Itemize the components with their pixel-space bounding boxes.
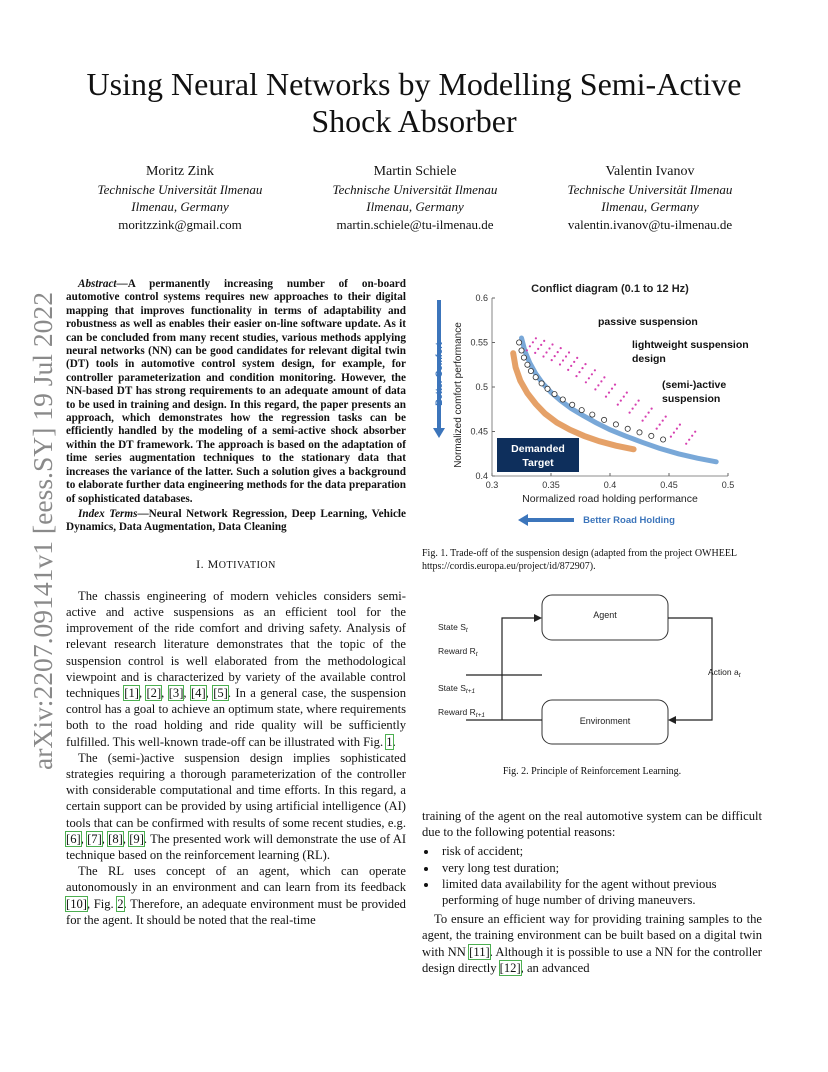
paragraph-3 [66, 863, 406, 928]
series-passive-point [570, 365, 572, 367]
annotation-target: Target [522, 457, 554, 469]
citation-link[interactable]: [8] [108, 831, 123, 846]
series-passive-point [605, 396, 607, 398]
reward-t-label: Reward $R_t$ [438, 646, 478, 658]
chart-title: Conflict diagram (0.1 to 12 Hz) [531, 283, 689, 295]
series-passive-point [542, 355, 544, 357]
series-passive-point [676, 428, 678, 430]
author-name: Moritz Zink [145, 164, 215, 179]
better-comfort-arrowhead [433, 428, 445, 438]
right-para2-mid: . Although it is possible to use a NN for the controller design directly [422, 944, 762, 975]
series-passive-point [551, 359, 553, 361]
series-passive-point [685, 443, 687, 445]
series-passive-point [691, 435, 693, 437]
series-passive-point [559, 363, 561, 365]
citation-link[interactable]: [7] [87, 831, 102, 846]
author-location: Ilmenau, Germany [601, 199, 699, 214]
y-tick-label: 0.6 [475, 293, 488, 303]
series-passive-point [565, 355, 567, 357]
reward-t1-label: Reward $R_{t+1}$ [438, 707, 486, 719]
series-passive-point [694, 431, 696, 433]
series-circle-point [539, 381, 544, 386]
arxiv-stamp-text: arXiv:2207.09141v1 [eess.SY] 19 Jul 2022 [28, 302, 58, 770]
title-line-1: Using Neural Networks by Modelling Semi-Active [86, 66, 742, 102]
series-passive-point [648, 412, 650, 414]
action-arrowhead [668, 716, 676, 724]
better-road-arrowhead [518, 514, 528, 526]
series-circle-point [552, 392, 557, 397]
series-passive-point [548, 347, 550, 349]
para1-text: The chassis engineering of modern vehicles considers semi-active and active suspensions as an efficient tool for the improvement of the ride comfort and driving safety. Analysis of relevant research literature demonstrates that the topic of the suspension control is well elaborated from the methodological viewpoint and is characterized by variety of the available control techniques [66, 588, 406, 700]
x-axis-label: Normalized road holding performance [522, 493, 698, 505]
citation-link[interactable]: [5] [213, 685, 228, 700]
series-passive-point [554, 355, 556, 357]
series-circle-point [525, 362, 530, 367]
author-email[interactable]: moritzzink@gmail.com [118, 216, 242, 232]
series-circle-point [519, 348, 524, 353]
series-passive-point [670, 436, 672, 438]
better-comfort-label: Better Comfort [434, 342, 444, 406]
series-passive-point [588, 377, 590, 379]
series-passive-point [576, 357, 578, 359]
author-affiliation: Technische Universität Ilmenau [332, 181, 498, 197]
title-line-2: Shock Absorber [311, 103, 517, 139]
series-passive-point [642, 420, 644, 422]
y-tick-label: 0.45 [470, 426, 488, 437]
section-number: I. [196, 556, 205, 571]
citation-link[interactable]: [10] [66, 896, 87, 911]
author-email[interactable]: martin.schiele@tu-ilmenau.de [336, 216, 494, 232]
series-passive-point [584, 363, 586, 365]
figure-ref-link[interactable]: 2 [117, 896, 124, 911]
series-passive-point [578, 371, 580, 373]
series-passive-point [562, 359, 564, 361]
x-tick-label: 0.3 [485, 480, 499, 490]
annotation-demanded: Demanded [511, 443, 565, 455]
series-passive-point [635, 404, 637, 406]
action-line [668, 618, 712, 720]
index-terms [66, 508, 406, 535]
author-block [70, 163, 760, 233]
author-1 [70, 163, 290, 233]
para1-text-end: . In a general case, the suspension control has a goal to achieve an optimum state, where requirements both to the road holding and ride quality will be sufficiently fulfilled. This well-known trade-off can be illustrated with Fig. [66, 685, 407, 749]
right-body-text [422, 808, 762, 976]
citation-link[interactable]: [12] [499, 960, 521, 975]
annotation-design: design [632, 353, 666, 365]
list-item: • limited data availability for the agent without previous performing of huge number of driving maneuvers. [438, 876, 762, 908]
series-passive-point [591, 373, 593, 375]
series-circle-point [521, 355, 526, 360]
agent-label: Agent [593, 610, 617, 620]
section-heading [66, 557, 406, 572]
series-passive-point [600, 380, 602, 382]
section-title-rest: OTIVATION [218, 559, 276, 571]
series-passive-point [534, 352, 536, 354]
series-passive-point [656, 428, 658, 430]
state-t-label: State $S_t$ [438, 622, 468, 634]
upper-feedback-line [502, 618, 536, 720]
paragraph-1: The chassis engineering of modern vehicles considers semi-active and active suspensions as an efficient tool for the improvement of the ride comfort and driving safety. Analysis of relevant research literature demonstrates that the topic of the suspension control is well elaborated from the methodological viewpoint and is characterized by variety of the available control techniques [1], [2], [3], [4], [5]. In a general case, the suspension control has a goal to achieve an optimum state, where requirements both to the road holding and ride quality will be sufficiently fulfilled. This well-known trade-off can be illustrated with Fig. 1. [66, 588, 407, 749]
better-road-label: Better Road Holding [583, 515, 675, 526]
series-circle-point [570, 402, 575, 407]
series-passive-point [540, 344, 542, 346]
series-passive-point [659, 424, 661, 426]
series-passive-point [608, 392, 610, 394]
y-tick-label: 0.5 [475, 382, 488, 392]
series-passive-point [620, 400, 622, 402]
reasons-list [422, 843, 762, 908]
annotation-passive: passive suspension [598, 316, 698, 328]
series-passive-point [594, 369, 596, 371]
series-passive-point [557, 351, 559, 353]
para3-text: The RL uses concept of an agent, which can operate autonomously in an environment and can learn from its feedback [66, 864, 406, 895]
citation-link[interactable]: [6] [66, 831, 81, 846]
citation-link[interactable]: [11] [469, 944, 490, 959]
series-passive-point [662, 420, 664, 422]
series-passive-point [567, 369, 569, 371]
x-tick-label: 0.5 [721, 480, 735, 490]
abstract-text: —A permanently increasing number of on-board automotive control systems requires new approaches to their digital mapping that improves functionality in terms of adaptability and robustness as well as enables their easier on-line software update. As it can be concluded from many recent studies, various methods applying neural networks (NN) can be good candidates for relevant digital twin (DT) tools in automotive control system design, for example, for controller parameterization and condition monitoring. However, the NN-based DT has strong requirements to an adequate amount of data to be used in training and design. In this regard, the paper presents an approach, which demonstrates how the regression tasks can be efficiently handled by the modeling of a semi-active shock absorber within the DT framework. The approach is based on the adaptation of time series augmentation techniques to the stationary data that increases the variance of the latter. Such a solution gives a background to elaborate further data engineering methods for the data preparation of sophisticated databases. [66, 278, 406, 505]
right-para2-end: , an advanced [520, 960, 590, 975]
author-name: Martin Schiele [373, 164, 457, 179]
series-passive-point [545, 351, 547, 353]
y-tick-label: 0.55 [470, 337, 488, 348]
figure-ref-link[interactable]: 1 [386, 734, 393, 749]
abstract [66, 278, 406, 506]
series-passive-point [632, 408, 634, 410]
series-passive-point [537, 348, 539, 350]
series-passive-point [617, 404, 619, 406]
series-passive-point [665, 416, 667, 418]
x-tick-label: 0.35 [542, 480, 560, 490]
series-passive-point [573, 361, 575, 363]
paper-title [60, 66, 768, 140]
environment-label: Environment [579, 716, 631, 726]
arxiv-stamp [22, 290, 62, 770]
series-circle-point [528, 368, 533, 373]
series-circle-point [545, 386, 550, 391]
feedback-arrowhead [534, 614, 542, 622]
series-passive-point [611, 388, 613, 390]
author-affiliation: Technische Universität Ilmenau [567, 181, 733, 197]
series-circle-point [560, 397, 565, 402]
action-label: Action $a_t$ [708, 667, 741, 679]
series-circle-point [602, 417, 607, 422]
series-circle-point [661, 437, 666, 442]
annotation-lightweight: lightweight suspension [632, 339, 749, 351]
series-passive-point [568, 351, 570, 353]
series-passive-point [645, 416, 647, 418]
series-passive-point [543, 340, 545, 342]
citation-link[interactable]: [1] [124, 685, 139, 700]
author-location: Ilmenau, Germany [131, 199, 229, 214]
author-email[interactable]: valentin.ivanov@tu-ilmenau.de [567, 216, 733, 232]
right-paragraph-1: training of the agent on the real automotive system can be difficult due to the following potential reasons: [422, 809, 762, 840]
citation-link[interactable]: [9] [129, 831, 144, 846]
series-circle-point [625, 426, 630, 431]
author-3 [540, 163, 760, 233]
citation-link[interactable]: [4] [190, 685, 206, 700]
index-terms-lead: Index Terms [78, 507, 138, 520]
series-circle-point [637, 430, 642, 435]
series-passive-point [629, 412, 631, 414]
paragraph-2: The (semi-)active suspension design implies sophisticated strategies requiring a thorough parameterization of the controller with considerable computational and time efforts. In this regard, a certain support can be provided by using artificial intelligence (AI) tools that can be confirmed with results of some recent studies, e.g. [6], [7], [8], [9]. The presented work will demonstrate the use of AI technique based on the reinforcement learning (RL). [66, 750, 407, 862]
list-item: • very long test duration; [438, 860, 762, 876]
annotation-suspension: suspension [662, 393, 721, 405]
x-tick-label: 0.4 [603, 480, 617, 490]
series-passive-point [551, 343, 553, 345]
state-t1-label: State $S_{t+1}$ [438, 683, 476, 695]
series-passive-point [626, 392, 628, 394]
series-passive-point [585, 381, 587, 383]
series-passive-point [532, 341, 534, 343]
series-passive-point [651, 408, 653, 410]
y-tick-label: 0.4 [475, 471, 488, 481]
figure-1-conflict-diagram [422, 278, 762, 540]
series-passive-point [679, 424, 681, 426]
series-passive-point [597, 384, 599, 386]
author-affiliation: Technische Universität Ilmenau [97, 181, 263, 197]
series-circle-point [579, 408, 584, 413]
index-terms-text: —Neural Network Regression, Deep Learning, Vehicle Dynamics, Data Augmentation, Data Cleaning [66, 507, 406, 534]
series-passive-point [673, 432, 675, 434]
series-circle-point [590, 412, 595, 417]
para2-text-end: . The presented work will demonstrate the use of AI technique based on the reinforcement learning (RL). [66, 831, 407, 862]
series-passive-point [526, 349, 528, 351]
series-circle-point [613, 422, 618, 427]
section-title-first: M [207, 556, 219, 571]
right-paragraph-2 [422, 911, 762, 976]
series-passive-point [575, 375, 577, 377]
citation-link[interactable]: [2] [146, 685, 162, 700]
y-axis-label: Normalized comfort performance [453, 322, 464, 468]
series-passive-point [614, 384, 616, 386]
series-passive-point [638, 400, 640, 402]
series-passive-point [560, 347, 562, 349]
series-circle-point [649, 433, 654, 438]
series-passive-point [581, 367, 583, 369]
series-passive-point [594, 388, 596, 390]
x-tick-label: 0.45 [660, 480, 678, 490]
series-circle-point [517, 340, 522, 345]
left-column [66, 278, 406, 928]
author-location: Ilmenau, Germany [366, 199, 464, 214]
figure-2-rl-diagram [422, 590, 762, 750]
figure-2-caption: Fig. 2. Principle of Reinforcement Learning. [502, 766, 682, 777]
list-item: • risk of accident; [438, 843, 762, 859]
series-passive-point [603, 376, 605, 378]
author-2 [305, 163, 525, 233]
author-name: Valentin Ivanov [605, 164, 695, 179]
para2-text: The (semi-)active suspension design implies sophisticated strategies requiring a thorough parameterization of the controller with considerable computational and time efforts. In this regard, a certain support can be provided by using artificial intelligence (AI) tools that can be confirmed with results of some recent studies, e.g. [66, 750, 406, 830]
series-passive-point [623, 396, 625, 398]
series-circle-point [533, 375, 538, 380]
citation-link[interactable]: [3] [168, 685, 184, 700]
series-passive-point [529, 345, 531, 347]
figure-1-caption: Fig. 1. Trade-off of the suspension design (adapted from the project OWHEEL https://cordis.europa.eu/project/id/872907). [422, 548, 737, 572]
para3-text-mid: , Fig. [86, 896, 118, 911]
right-para2-text: To ensure an efficient way for providing training samples to the agent, the training environment can be built based on a digital twin with NN [422, 912, 762, 959]
para3-text-end: . Therefore, an adequate environment must be provided for the agent. It should be noted that the real-time [66, 896, 406, 927]
abstract-lead: Abstract [78, 278, 117, 290]
series-passive-point [688, 439, 690, 441]
series-passive-point [535, 337, 537, 339]
annotation-semiactive: (semi-)active [662, 379, 727, 391]
